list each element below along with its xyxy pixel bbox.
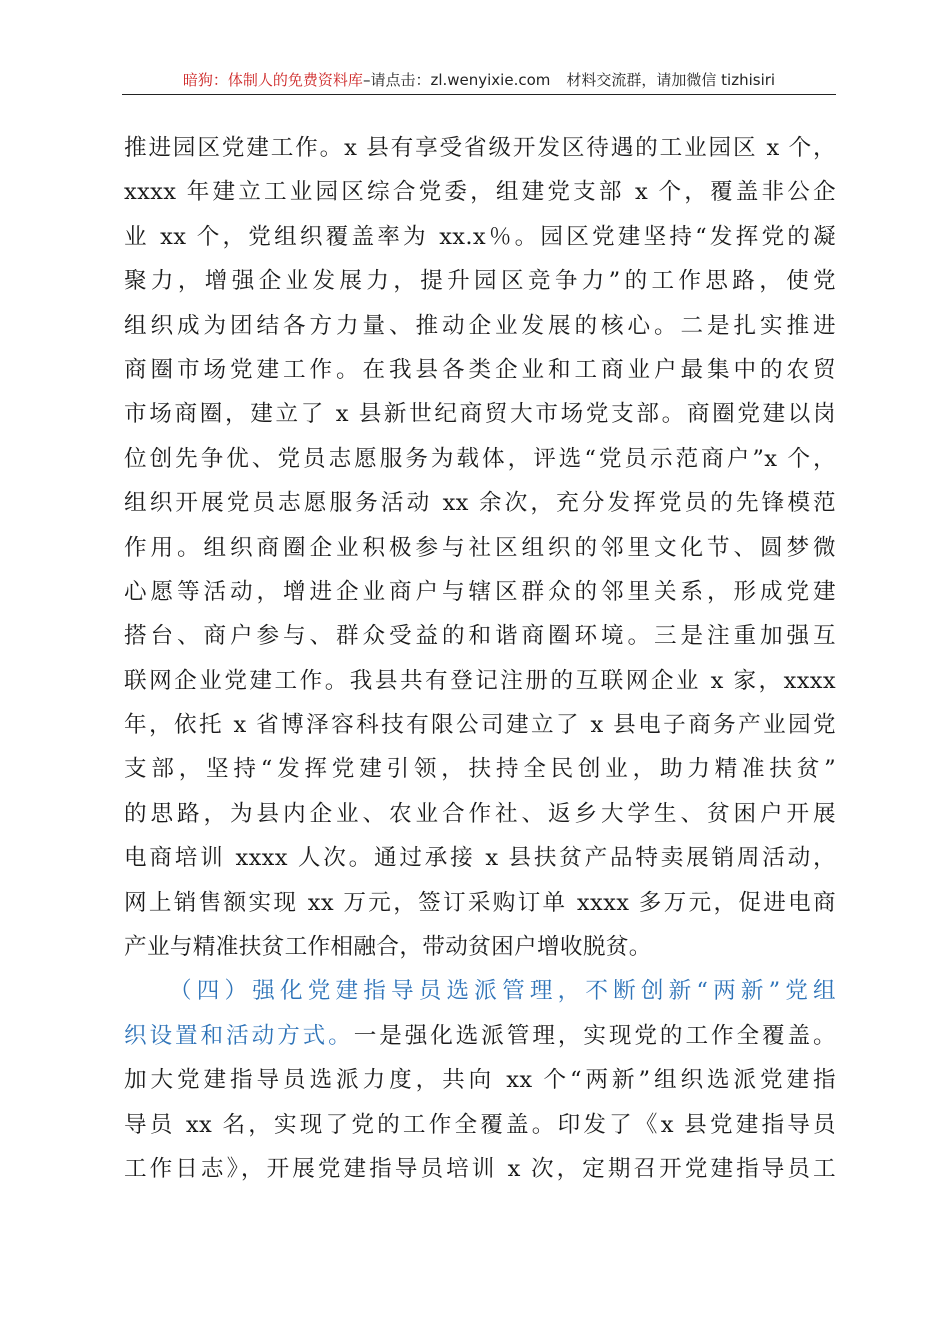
text-line: 工作日志》，开展党建指导员培训 x 次，定期召开党建指导员工	[124, 1155, 836, 1182]
text-line: 组织成为团结各方力量、推动企业发展的核心。二是扎实推进	[124, 312, 836, 339]
text-line: 电商培训 xxxx 人次。通过承接 x 县扶贫产品特卖展销周活动，	[124, 845, 836, 872]
text-line: 年，依托 x 省博泽容科技有限公司建立了 x 县电子商务产业园党	[124, 712, 836, 739]
text-line: 聚力，增强企业发展力，提升园区竞争力”的工作思路，使党	[124, 268, 836, 295]
text-line: 位创先争优、党员志愿服务为载体，评选“党员示范商户”x 个，	[124, 445, 836, 472]
text-line: 市场商圈，建立了 x 县新世纪商贸大市场党支部。商圈党建以岗	[124, 401, 836, 428]
text-line: 支部，坚持“发挥党建引领，扶持全民创业，助力精准扶贫”	[124, 756, 836, 783]
document-body	[124, 126, 836, 1191]
page-header	[122, 70, 836, 95]
text-line: 的思路，为县内企业、农业合作社、返乡大学生、贫困户开展	[124, 800, 836, 827]
text-line: 加大党建指导员选派力度，共向 xx 个“两新”组织选派党建指	[124, 1067, 836, 1094]
text-line: xxxx 年建立工业园区综合党委，组建党支部 x 个，覆盖非公企	[124, 179, 836, 206]
text-line: 联网企业党建工作。我县共有登记注册的互联网企业 x 家，xxxx	[124, 667, 836, 694]
header-url-link[interactable]: zl.wenyixie.com	[430, 71, 551, 89]
section-heading-tail: 织设置和活动方式。	[124, 1022, 354, 1049]
text-line: 作用。组织商圈企业积极参与社区组织的邻里文化节、圆梦微	[124, 534, 836, 561]
section-lead-text: 一是强化选派管理，实现党的工作全覆盖。	[353, 1022, 836, 1049]
paragraph-2	[124, 969, 836, 1191]
text-line: 推进园区党建工作。x 县有享受省级开发区待遇的工业园区 x 个，	[124, 135, 836, 161]
paragraph-1	[124, 126, 836, 969]
text-line: 商圈市场党建工作。在我县各类企业和工商业户最集中的农贸	[124, 356, 836, 383]
text-line: 产业与精准扶贫工作相融合，带动贫困户增收脱贫。	[124, 934, 652, 961]
header-wechat-note: 材料交流群，请加微信 tizhisiri	[566, 71, 776, 89]
header-click-label: –请点击：	[362, 71, 431, 89]
text-line: 搭台、商户参与、群众受益的和谐商圈环境。三是注重加强互	[124, 623, 836, 650]
text-line: 业 xx 个，党组织覆盖率为 xx.x％。园区党建坚持“发挥党的凝	[124, 223, 836, 250]
section-heading-line: （四）强化党建指导员选派管理，不断创新“两新”党组	[169, 978, 836, 1005]
text-line: 组织开展党员志愿服务活动 xx 余次，充分发挥党员的先锋模范	[124, 490, 836, 517]
text-line: 网上销售额实现 xx 万元，签订采购订单 xxxx 多万元，促进电商	[124, 889, 836, 916]
text-line: 心愿等活动，增进企业商户与辖区群众的邻里关系，形成党建	[124, 578, 836, 605]
header-brand: 暗狗：体制人的免费资料库	[182, 71, 363, 89]
text-line: 导员 xx 名，实现了党的工作全覆盖。印发了《x 县党建指导员	[124, 1111, 836, 1138]
text-line	[124, 1014, 836, 1058]
